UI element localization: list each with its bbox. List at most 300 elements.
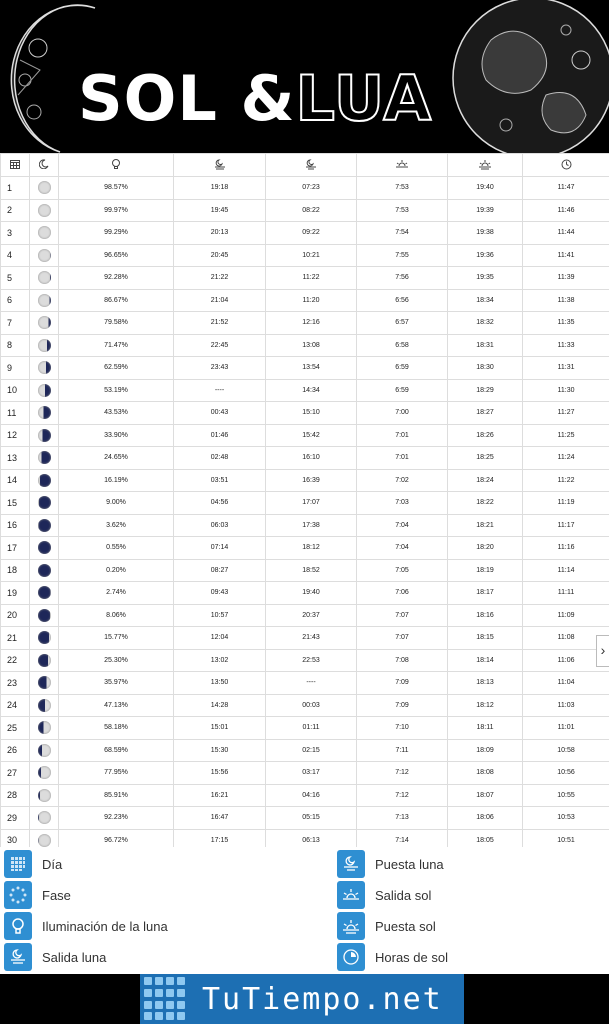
moon-phase-icon (38, 834, 51, 847)
table-row (1, 739, 609, 762)
daylight-hours-cell: 11:35 (523, 312, 609, 335)
illumination-cell: 86.67% (59, 289, 174, 312)
moonrise-cell: 10:57 (174, 604, 266, 627)
sunrise-cell: 7:05 (357, 559, 448, 582)
moonset-cell: 15:10 (266, 402, 357, 425)
daylight-hours-cell: 11:38 (523, 289, 609, 312)
sunset-cell: 18:13 (448, 672, 523, 695)
sunset-cell: 18:20 (448, 537, 523, 560)
day-cell: 6 (1, 289, 30, 312)
moonset-cell: 11:20 (266, 289, 357, 312)
moonset-cell: 00:03 (266, 694, 357, 717)
daylight-hours-cell: 11:14 (523, 559, 609, 582)
sunset-cell: 18:25 (448, 447, 523, 470)
moonrise-cell: 21:04 (174, 289, 266, 312)
illumination-cell: 47.13% (59, 694, 174, 717)
moonrise-cell: 20:45 (174, 244, 266, 267)
day-cell: 27 (1, 762, 30, 785)
table-row (1, 379, 609, 402)
legend-label: Salida luna (42, 949, 107, 965)
legend-label: Fase (42, 887, 71, 903)
moonrise-cell: 22:45 (174, 334, 266, 357)
phase-cell (30, 447, 59, 470)
moonset-cell: 14:34 (266, 379, 357, 402)
moonset-cell: 05:15 (266, 807, 357, 830)
daylight-hours-cell: 11:30 (523, 379, 609, 402)
sunrise-cell: 6:59 (357, 379, 448, 402)
daylight-hours-cell: 11:22 (523, 469, 609, 492)
day-cell: 5 (1, 267, 30, 290)
sunrise-cell: 7:04 (357, 514, 448, 537)
sunrise-cell: 7:01 (357, 424, 448, 447)
illumination-cell: 2.74% (59, 582, 174, 605)
daylight-hours-cell: 11:03 (523, 694, 609, 717)
moonrise-cell: 21:22 (174, 267, 266, 290)
legend-label: Iluminación de la luna (42, 918, 168, 934)
moonset-cell: 02:15 (266, 739, 357, 762)
phase-cell (30, 244, 59, 267)
sunrise-cell: 7:08 (357, 649, 448, 672)
daylight-hours-cell: 11:39 (523, 267, 609, 290)
next-month-arrow[interactable]: › (596, 635, 609, 667)
illumination-cell: 33.90% (59, 424, 174, 447)
illumination-cell: 58.18% (59, 717, 174, 740)
sunset-cell: 18:31 (448, 334, 523, 357)
moon-phase-icon (38, 676, 51, 689)
illumination-cell: 68.59% (59, 739, 174, 762)
sunset-cell: 18:11 (448, 717, 523, 740)
moonset-cell: 20:37 (266, 604, 357, 627)
phase-cell (30, 379, 59, 402)
moonrise-cell: 02:48 (174, 447, 266, 470)
illumination-cell: 25.30% (59, 649, 174, 672)
legend-item (337, 850, 444, 878)
phase-cell (30, 582, 59, 605)
sunrise-cell: 7:55 (357, 244, 448, 267)
legend-label: Puesta sol (375, 918, 436, 934)
daylight-hours-cell: 11:31 (523, 357, 609, 380)
title-sol: SOL (78, 62, 218, 135)
table-row (1, 312, 609, 335)
table-row (1, 199, 609, 222)
day-cell: 9 (1, 357, 30, 380)
sunset-cell: 18:26 (448, 424, 523, 447)
sunset-cell: 18:17 (448, 582, 523, 605)
moonrise-cell: 01:46 (174, 424, 266, 447)
illumination-cell: 9.00% (59, 492, 174, 515)
illumination-cell: 16.19% (59, 469, 174, 492)
table-row (1, 244, 609, 267)
moonset-cell: 17:38 (266, 514, 357, 537)
col-daylight-hours (523, 154, 609, 177)
sunrise-cell: 7:53 (357, 199, 448, 222)
table-row (1, 447, 609, 470)
illumination-cell: 77.95% (59, 762, 174, 785)
table-header-row (1, 154, 609, 177)
day-cell: 11 (1, 402, 30, 425)
illumination-cell: 99.97% (59, 199, 174, 222)
moonset-cell: 10:21 (266, 244, 357, 267)
sunrise-cell: 7:12 (357, 762, 448, 785)
phase-cell (30, 177, 59, 200)
moon-phase-icon (38, 721, 51, 734)
day-cell: 20 (1, 604, 30, 627)
phase-cell (30, 717, 59, 740)
moonrise-cell: 08:27 (174, 559, 266, 582)
sunset-cell: 18:09 (448, 739, 523, 762)
moon-phase-icon (4, 881, 32, 909)
footer (0, 974, 609, 1024)
phase-cell (30, 199, 59, 222)
day-cell: 13 (1, 447, 30, 470)
sunrise-icon (396, 159, 408, 170)
illumination-cell: 99.29% (59, 222, 174, 245)
moonrise-cell: 13:50 (174, 672, 266, 695)
moonset-cell: 13:54 (266, 357, 357, 380)
phase-cell (30, 649, 59, 672)
illumination-cell: 71.47% (59, 334, 174, 357)
day-cell: 2 (1, 199, 30, 222)
sunrise-cell: 7:13 (357, 807, 448, 830)
col-day (1, 154, 30, 177)
illumination-cell: 92.28% (59, 267, 174, 290)
moonrise-cell: 14:28 (174, 694, 266, 717)
moon-phase-icon (38, 564, 51, 577)
moonrise-cell: 15:56 (174, 762, 266, 785)
illumination-cell: 62.59% (59, 357, 174, 380)
moon-phase-icon (38, 316, 51, 329)
legend-item (4, 912, 168, 940)
legend-item (4, 943, 106, 971)
day-cell: 4 (1, 244, 30, 267)
moon-phase-icon (38, 474, 51, 487)
moonset-cell: 18:52 (266, 559, 357, 582)
sunrise-cell: 7:03 (357, 492, 448, 515)
page-title (78, 62, 432, 135)
day-cell: 29 (1, 807, 30, 830)
moonrise-cell: 07:14 (174, 537, 266, 560)
daylight-hours-cell: 11:47 (523, 177, 609, 200)
sunset-cell: 18:15 (448, 627, 523, 650)
daylight-hours-cell: 11:46 (523, 199, 609, 222)
phase-cell (30, 784, 59, 807)
moon-phase-icon (38, 384, 51, 397)
illumination-cell: 43.53% (59, 402, 174, 425)
day-cell: 14 (1, 469, 30, 492)
sunrise-cell: 7:01 (357, 447, 448, 470)
illumination-cell: 3.62% (59, 514, 174, 537)
sunrise-cell: 7:00 (357, 402, 448, 425)
col-moonset (266, 154, 357, 177)
phase-cell (30, 807, 59, 830)
col-sunrise (357, 154, 448, 177)
daylight-hours-cell: 11:08 (523, 627, 609, 650)
sunset-cell: 18:06 (448, 807, 523, 830)
table-row (1, 402, 609, 425)
moon-phase-icon (38, 541, 51, 554)
moonset-cell: 15:42 (266, 424, 357, 447)
moonrise-cell: 16:47 (174, 807, 266, 830)
table-row (1, 469, 609, 492)
moon-phase-icon (38, 811, 51, 824)
sunset-cell: 18:12 (448, 694, 523, 717)
moon-phase-icon (38, 204, 51, 217)
moonrise-cell: 15:01 (174, 717, 266, 740)
moonset-cell: 19:40 (266, 582, 357, 605)
moonrise-cell: 19:18 (174, 177, 266, 200)
illumination-cell: 8.06% (59, 604, 174, 627)
moon-phase-icon (38, 631, 51, 644)
moonset-cell: 13:08 (266, 334, 357, 357)
lightbulb-icon (4, 912, 32, 940)
phase-cell (30, 469, 59, 492)
full-moon-illustration (446, 0, 609, 153)
day-cell: 16 (1, 514, 30, 537)
sunset-cell: 19:35 (448, 267, 523, 290)
sunrise-cell: 6:56 (357, 289, 448, 312)
tutiempo-logo[interactable] (140, 974, 464, 1024)
legend (0, 847, 609, 974)
moonset-cell: 18:12 (266, 537, 357, 560)
sunset-cell: 18:29 (448, 379, 523, 402)
day-cell: 30 (1, 829, 30, 852)
phase-cell (30, 672, 59, 695)
sunrise-cell: 7:53 (357, 177, 448, 200)
moon-phase-icon (38, 609, 51, 622)
phase-cell (30, 222, 59, 245)
phase-cell (30, 312, 59, 335)
day-cell: 26 (1, 739, 30, 762)
daylight-hours-cell: 11:16 (523, 537, 609, 560)
daylight-hours-cell: 11:19 (523, 492, 609, 515)
phase-cell (30, 739, 59, 762)
moonset-cell: 03:17 (266, 762, 357, 785)
sunset-cell: 19:38 (448, 222, 523, 245)
moon-phase-icon (38, 766, 51, 779)
table-row (1, 582, 609, 605)
moon-phase-icon (38, 789, 51, 802)
daylight-hours-cell: 11:09 (523, 604, 609, 627)
title-ampersand: & (240, 62, 296, 135)
sunset-cell: 19:40 (448, 177, 523, 200)
phase-cell (30, 357, 59, 380)
table-row (1, 649, 609, 672)
day-cell: 8 (1, 334, 30, 357)
daylight-hours-cell: 11:04 (523, 672, 609, 695)
daylight-hours-cell: 10:56 (523, 762, 609, 785)
moon-phase-icon (38, 181, 51, 194)
moonset-cell: 12:16 (266, 312, 357, 335)
moonset-cell: 17:07 (266, 492, 357, 515)
table-row (1, 604, 609, 627)
day-cell: 18 (1, 559, 30, 582)
sunset-cell: 18:24 (448, 469, 523, 492)
moon-phase-icon (38, 586, 51, 599)
moonset-icon (337, 850, 365, 878)
daylight-hours-cell: 11:44 (523, 222, 609, 245)
sunset-icon (479, 159, 491, 170)
moon-phase-icon (38, 654, 51, 667)
daylight-hours-cell: 11:27 (523, 402, 609, 425)
moon-phase-icon (38, 249, 51, 262)
illumination-cell: 35.97% (59, 672, 174, 695)
moonrise-cell: 23:43 (174, 357, 266, 380)
sunset-cell: 18:14 (448, 649, 523, 672)
day-cell: 21 (1, 627, 30, 650)
phase-cell (30, 289, 59, 312)
sunset-cell: 19:39 (448, 199, 523, 222)
illumination-cell: 96.65% (59, 244, 174, 267)
daylight-hours-cell: 11:11 (523, 582, 609, 605)
moonrise-cell: 15:30 (174, 739, 266, 762)
moonrise-cell: 00:43 (174, 402, 266, 425)
daylight-hours-cell: 11:01 (523, 717, 609, 740)
sunset-cell: 18:21 (448, 514, 523, 537)
daylight-hours-cell: 10:55 (523, 784, 609, 807)
moon-phase-icon (38, 496, 51, 509)
moonset-cell: 06:13 (266, 829, 357, 852)
table-row (1, 357, 609, 380)
table-row (1, 267, 609, 290)
moon-phase-icon (38, 271, 51, 284)
sunset-cell: 18:07 (448, 784, 523, 807)
day-cell: 12 (1, 424, 30, 447)
legend-label: Día (42, 856, 63, 872)
clock-icon (561, 159, 572, 170)
title-lua: LUA (295, 62, 433, 135)
moon-phase-icon (38, 451, 51, 464)
moonrise-cell: 04:56 (174, 492, 266, 515)
phase-cell (30, 402, 59, 425)
daylight-hours-cell: 10:53 (523, 807, 609, 830)
illumination-cell: 0.20% (59, 559, 174, 582)
phase-cell (30, 334, 59, 357)
sunrise-cell: 7:06 (357, 582, 448, 605)
sunrise-cell: 6:57 (357, 312, 448, 335)
sunrise-cell: 7:02 (357, 469, 448, 492)
moon-phase-icon (38, 429, 51, 442)
moonset-cell: 01:11 (266, 717, 357, 740)
day-cell: 15 (1, 492, 30, 515)
day-cell: 19 (1, 582, 30, 605)
phase-cell (30, 537, 59, 560)
moonset-cell: 07:23 (266, 177, 357, 200)
col-moonrise (174, 154, 266, 177)
sunrise-cell: 7:09 (357, 672, 448, 695)
sunrise-cell: 7:11 (357, 739, 448, 762)
sunset-cell: 18:08 (448, 762, 523, 785)
day-cell: 7 (1, 312, 30, 335)
moon-phase-icon (38, 294, 51, 307)
table-row (1, 717, 609, 740)
sunset-icon (337, 912, 365, 940)
calendar-icon (10, 159, 20, 169)
moonset-cell: 16:39 (266, 469, 357, 492)
illumination-cell: 15.77% (59, 627, 174, 650)
moonset-cell: 09:22 (266, 222, 357, 245)
phase-cell (30, 424, 59, 447)
moonrise-cell: 12:04 (174, 627, 266, 650)
lightbulb-icon (111, 159, 121, 170)
moon-phase-icon (38, 361, 51, 374)
table-row (1, 762, 609, 785)
col-sunset (448, 154, 523, 177)
sunrise-cell: 6:59 (357, 357, 448, 380)
calendar-icon (4, 850, 32, 878)
phase-cell (30, 604, 59, 627)
moon-phase-icon (38, 519, 51, 532)
sunrise-cell: 7:10 (357, 717, 448, 740)
moonrise-cell: 09:43 (174, 582, 266, 605)
sunset-cell: 18:34 (448, 289, 523, 312)
phase-cell (30, 514, 59, 537)
legend-label: Horas de sol (375, 949, 448, 965)
logo-text: TuTiempo.net (202, 981, 443, 1017)
sunrise-cell: 7:04 (357, 537, 448, 560)
phase-cell (30, 267, 59, 290)
sunrise-cell: 6:58 (357, 334, 448, 357)
moonset-cell: 21:43 (266, 627, 357, 650)
moonrise-cell: 17:15 (174, 829, 266, 852)
illumination-cell: 24.65% (59, 447, 174, 470)
sunrise-cell: 7:56 (357, 267, 448, 290)
day-cell: 25 (1, 717, 30, 740)
moonrise-cell: 06:03 (174, 514, 266, 537)
sunset-cell: 18:22 (448, 492, 523, 515)
phase-cell (30, 492, 59, 515)
header-banner (0, 0, 609, 153)
moonset-cell: 08:22 (266, 199, 357, 222)
illumination-cell: 0.55% (59, 537, 174, 560)
day-cell: 17 (1, 537, 30, 560)
illumination-cell: 79.58% (59, 312, 174, 335)
phase-cell (30, 627, 59, 650)
moonrise-icon (4, 943, 32, 971)
moon-phase-icon (39, 159, 49, 169)
daylight-hours-cell: 11:25 (523, 424, 609, 447)
table-row (1, 514, 609, 537)
sunrise-cell: 7:12 (357, 784, 448, 807)
sunrise-cell: 7:54 (357, 222, 448, 245)
table-row (1, 289, 609, 312)
moonrise-cell: 20:13 (174, 222, 266, 245)
sunset-cell: 19:36 (448, 244, 523, 267)
day-cell: 24 (1, 694, 30, 717)
legend-item (337, 943, 448, 971)
table-row (1, 424, 609, 447)
moon-phase-icon (38, 744, 51, 757)
sunset-cell: 18:16 (448, 604, 523, 627)
table-row (1, 177, 609, 200)
table-row (1, 784, 609, 807)
phase-cell (30, 762, 59, 785)
illumination-cell: 98.57% (59, 177, 174, 200)
day-cell: 10 (1, 379, 30, 402)
day-cell: 22 (1, 649, 30, 672)
daylight-hours-cell: 11:33 (523, 334, 609, 357)
moonset-cell: 22:53 (266, 649, 357, 672)
table-row (1, 537, 609, 560)
table-row (1, 807, 609, 830)
moonrise-cell: ---- (174, 379, 266, 402)
moonrise-cell: 13:02 (174, 649, 266, 672)
illumination-cell: 85.91% (59, 784, 174, 807)
sunset-cell: 18:27 (448, 402, 523, 425)
moon-phase-icon (38, 406, 51, 419)
moonrise-cell: 21:52 (174, 312, 266, 335)
daylight-hours-cell: 11:24 (523, 447, 609, 470)
day-cell: 3 (1, 222, 30, 245)
